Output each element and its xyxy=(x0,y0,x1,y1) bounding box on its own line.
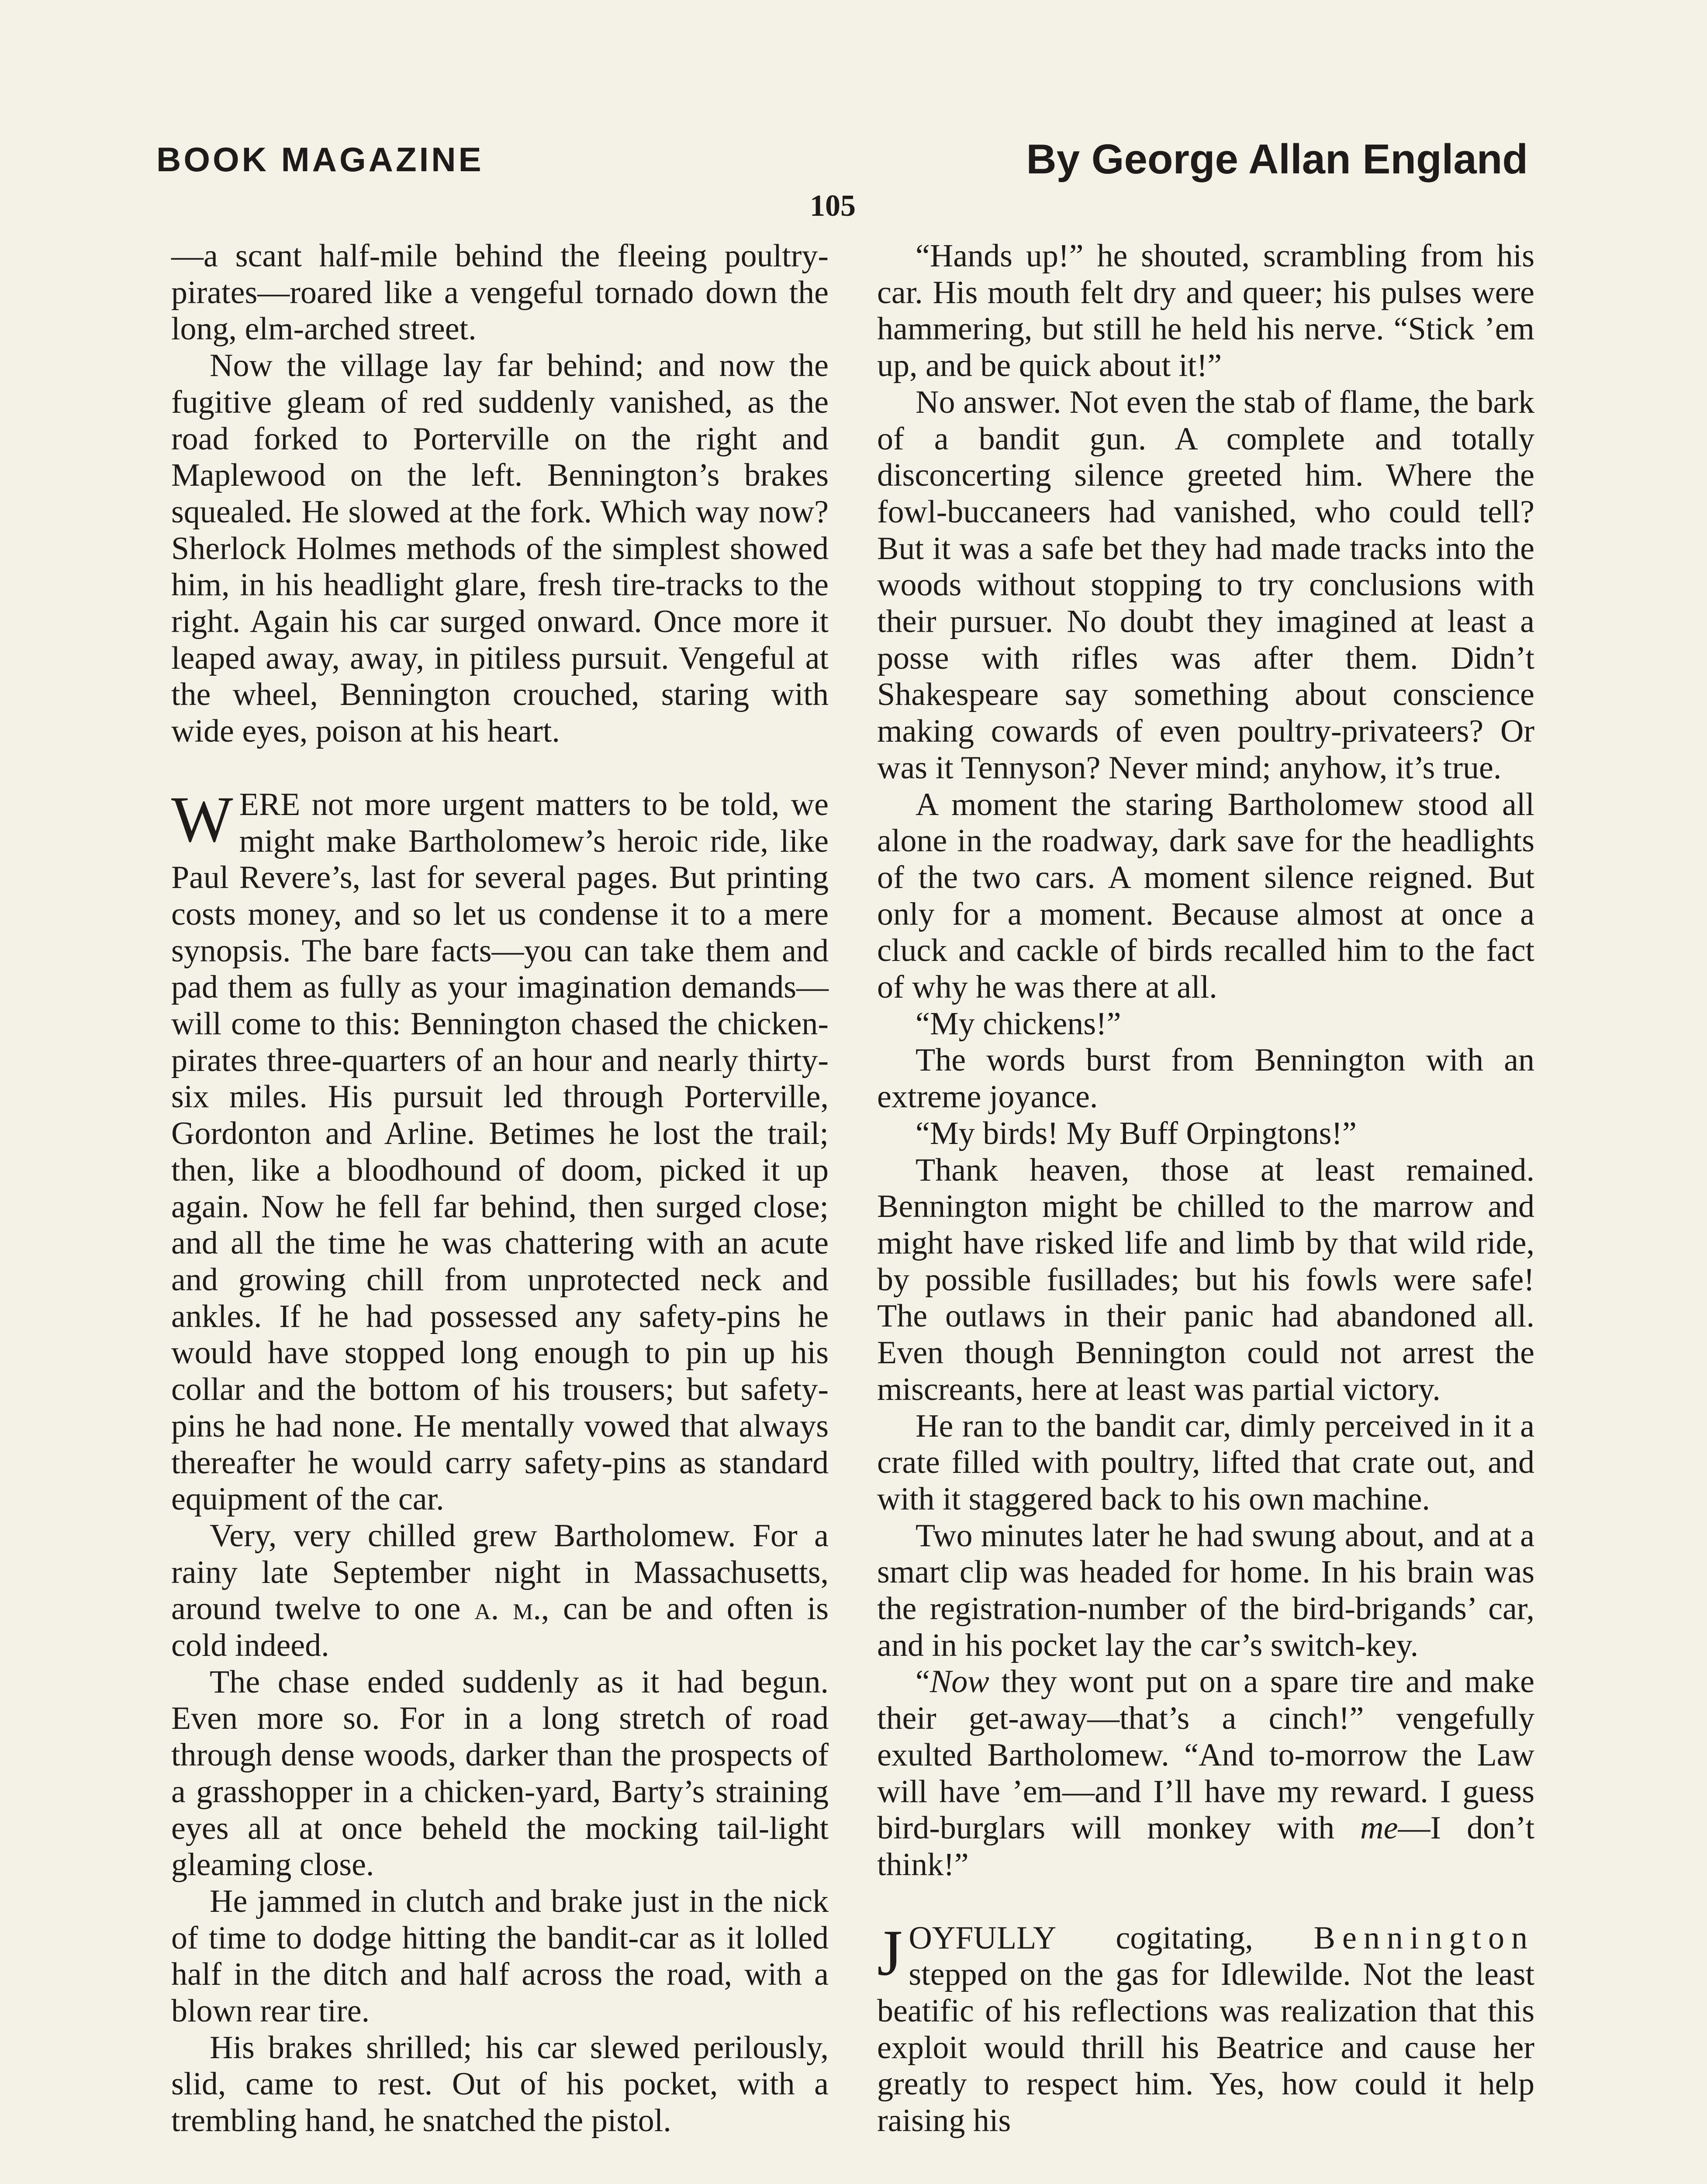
paragraph: “My chickens!” xyxy=(916,1006,1121,1042)
paragraph: Thank heaven, those at least remained. Bennington might be chilled to the marrow and might have risked life and limb by that wild ride, by possible fusillades; but his fowls were safe! The outlaws in their panic had abandoned all. Even though Bennington could not arrest the miscreants, here at least was partial victory. xyxy=(877,1152,1534,1407)
paragraph: A moment the staring Bartholomew stood all alone in the roadway, dark save for the headlights of the two cars. A moment silence reigned. But only for a moment. Because almost at once a cluck and cackle of birds recalled him to the fact of why he was there at all. xyxy=(877,786,1534,1006)
paragraph-text: stepped on the gas for Idlewilde. Not the least beatific of his reflections was realization that this exploit would thrill his Beatrice and cause her greatly to respect him. Yes, how could it help raising his xyxy=(877,1956,1534,2139)
paragraph-text: OYFULLY cogitating, xyxy=(909,1920,1314,1956)
paragraph-text: ERE not more urgent matters to be told, we might make Bartholomew’s heroic ride, like Paul Revere’s, last for several pages. But printing costs money, and so let us condense it to a mere synopsis. The bare facts—you can take them and pad them as fully as your imagination demands—will come to this: Bennington chased the chicken-pirates three-quarters of an hour and nearly thirty-six miles. His pursuit led through Porterville, Gordonton and Arline. Betimes he lost the trail; then, like a bloodhound of doom, picked it up again. Now he fell far behind, then surged close; and all the time he was chattering with an acute and growing chill from unprotected neck and ankles. If he had possessed any safety-pins he would have stopped long enough to pin up his collar and the bottom of his trousers; but safety-pins he had none. He mentally vowed that always thereafter he would carry safety-pins as standard equipment of the car. xyxy=(171,786,829,1517)
drop-cap: J xyxy=(877,1916,903,1989)
paragraph-text: —I don’t think!” xyxy=(877,1810,1534,1883)
paragraph: Two minutes later he had swung about, and at a smart clip was headed for home. In his brain was the registration-number of the bird-brigands’ car, and in his pocket lay the car’s switch-key. xyxy=(877,1517,1534,1663)
emphasis-me: me xyxy=(1360,1810,1398,1846)
page-number: 105 xyxy=(810,189,856,223)
paragraph: “My birds! My Buff Orpingtons!” xyxy=(916,1115,1357,1151)
paragraph-text: , can be and often is cold indeed. xyxy=(171,1591,829,1664)
section-opening-paragraph xyxy=(171,783,829,1518)
paragraph: He ran to the bandit car, dimly perceived in it a crate filled with poultry, lifted that crate out, and with it staggered back to his own machine. xyxy=(877,1408,1534,1517)
magazine-title: BOOK MAGAZINE xyxy=(156,140,484,179)
time-abbreviation: a. m. xyxy=(474,1591,541,1627)
emphasis-now: Now xyxy=(930,1664,989,1700)
paragraph: “Hands up!” he shouted, scrambling from his car. His mouth felt dry and queer; his pulses were hammering, but still he held his nerve. “Stick ’em up, and be quick about it!” xyxy=(877,238,1534,384)
paragraph-text: they wont put on a spare tire and make their get-away—that’s a cinch!” vengefully exulted Bartholomew. “And to-morrow the Law will have ’em—and I’ll have my reward. I guess bird-burglars will monkey with xyxy=(877,1664,1534,1846)
paragraph-text: Very, very chilled grew Bartholomew. For a rainy late September night in Massachusetts, around twelve to one xyxy=(171,1517,829,1627)
paragraph xyxy=(171,1518,829,1664)
paragraph: The words burst from Bennington with an extreme joyance. xyxy=(877,1042,1534,1115)
left-text-column xyxy=(171,238,829,2139)
spaced-name: Bennington xyxy=(1313,1920,1534,1956)
paragraph: The chase ended suddenly as it had begun. Even more so. For in a long stretch of road through dense woods, darker than the prospects of a grasshopper in a chicken-yard, Barty’s straining eyes all at once beheld the mocking tail-light gleaming close. xyxy=(171,1664,829,1883)
paragraph: “Now they wont put on a spare tire and make their get-away—that’s a cinch!” vengefully exulted Bartholomew. “And to-morrow the Law will have ’em—and I’ll have my reward. I guess bird-burglars will monkey with me—I don’t think!” xyxy=(877,1664,1534,1883)
paragraph: —a scant half-mile behind the fleeing poultry-pirates—roared like a vengeful tornado down the long, elm-arched street. xyxy=(171,238,829,347)
right-text-column xyxy=(877,238,1534,2139)
paragraph: Now the village lay far behind; and now the fugitive gleam of red suddenly vanished, as the road forked to Porterville on the right and Maplewood on the left. Bennington’s brakes squealed. He slowed at the fork. Which way now? Sherlock Holmes methods of the simplest showed him, in his headlight glare, fresh tire-tracks to the right. Again his car surged onward. Once more it leaped away, away, in pitiless pursuit. Vengeful at the wheel, Bennington crouched, staring with wide eyes, poison at his heart. xyxy=(171,348,829,750)
paragraph: No answer. Not even the stab of flame, the bark of a bandit gun. A complete and totally disconcerting silence greeted him. Where the fowl-buccaneers had vanished, who could tell? But it was a safe bet they had made tracks into the woods without stopping to try conclusions with their pursuer. No doubt they imagined at least a posse with rifles was after them. Didn’t Shakespeare say something about conscience making cowards of even poultry-privateers? Or was it Tennyson? Never mind; anyhow, it’s true. xyxy=(877,384,1534,786)
paragraph: His brakes shrilled; his car slewed perilously, slid, came to rest. Out of his pocket, with a trembling hand, he snatched the pistol. xyxy=(171,2029,829,2139)
section-opening-paragraph xyxy=(877,1916,1534,2139)
author-byline: By George Allan England xyxy=(1026,136,1528,183)
drop-cap: W xyxy=(171,783,233,856)
paragraph: He jammed in clutch and brake just in the nick of time to dodge hitting the bandit-car as it lolled half in the ditch and half across the road, with a blown rear tire. xyxy=(171,1883,829,2029)
